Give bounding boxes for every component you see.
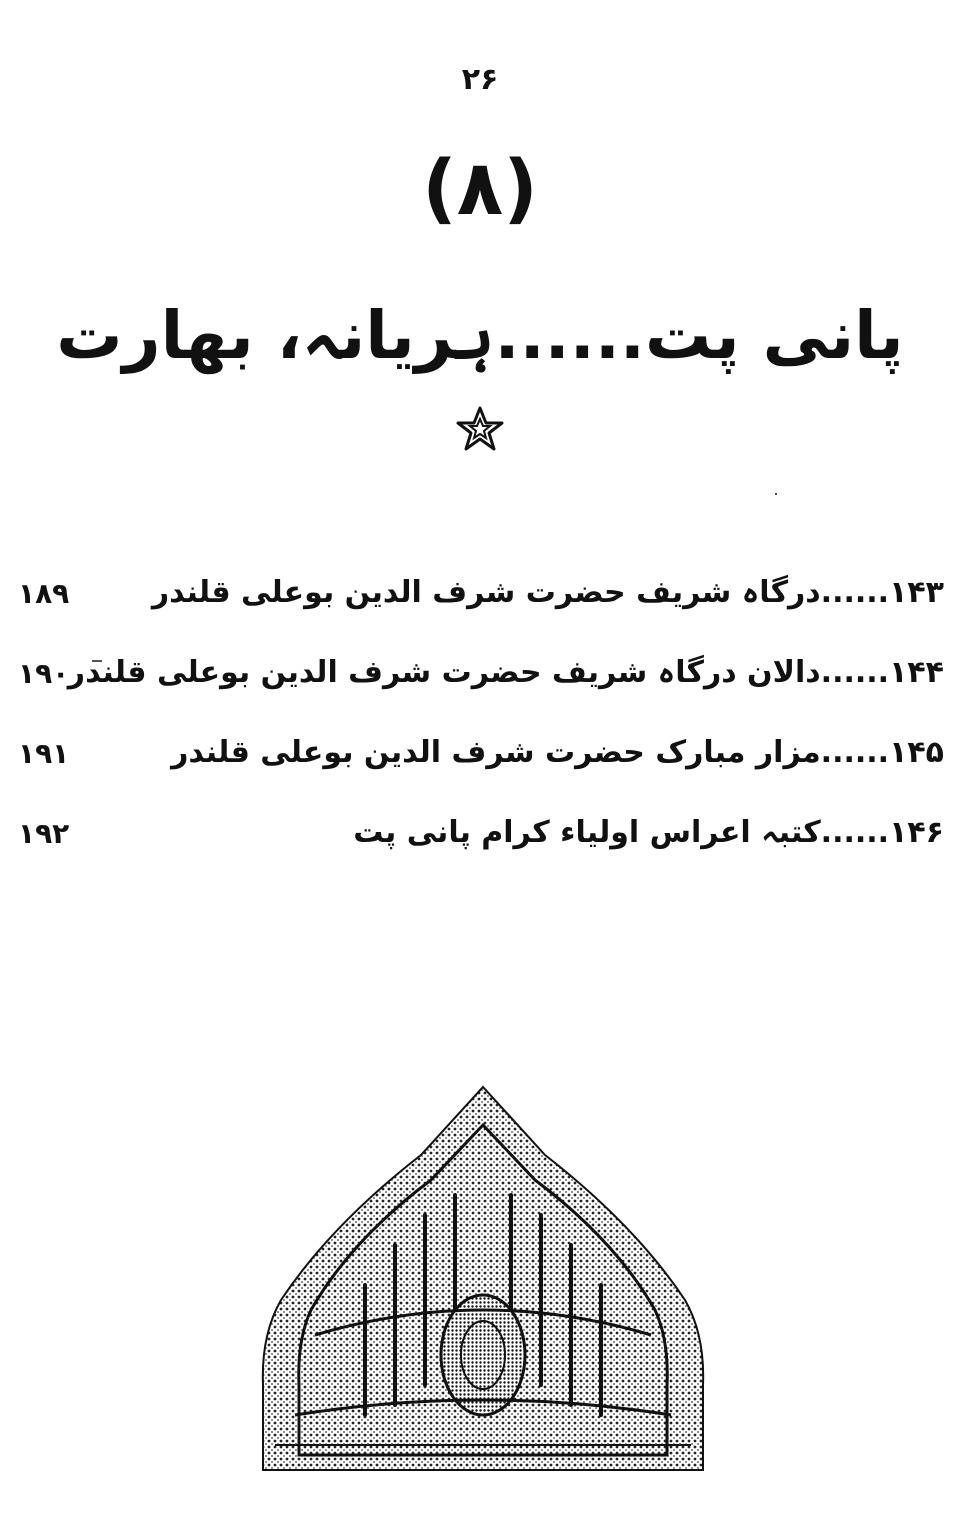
page-number: ۲۶: [461, 62, 499, 97]
toc-entry-page: ۱۸۹: [18, 577, 70, 610]
toc-entry-page: ۱۹۱: [18, 737, 70, 770]
toc-entry-page: ۱۹۰: [18, 657, 70, 690]
toc-entry: [18, 575, 944, 655]
toc-entry: [18, 815, 944, 895]
toc-entry-page: ۱۹۲: [18, 817, 70, 850]
toc-entry-label: ۱۴۵......مزار مبارک حضرت شرف الدین بوعلی قلندر: [171, 735, 944, 770]
star-icon: [0, 405, 960, 461]
chapter-title: پانی پت......ہریانہ، بھارت: [56, 297, 904, 374]
chapter-number: (۸): [422, 143, 538, 232]
toc-entry-label: ۱۴۳......درگاہ شریف حضرت شرف الدین بوعلی قلندر: [151, 575, 944, 610]
calligraphy-arch-ornament-icon: [255, 1085, 711, 1475]
toc-entry: [18, 655, 944, 735]
toc-entry: [18, 735, 944, 815]
table-of-contents: [18, 575, 944, 895]
toc-entry-label: ۱۴۶......کتبہ اعراس اولیاء کرام پانی پت: [353, 815, 944, 850]
stray-dot: [775, 493, 777, 495]
ornament-graphic: [255, 1085, 711, 1475]
toc-entry-label: ۱۴۴......دالان درگاہ شریف حضرت شرف الدین بوعلی قلندر: [67, 655, 944, 690]
star-icon-graphic: [455, 405, 505, 453]
